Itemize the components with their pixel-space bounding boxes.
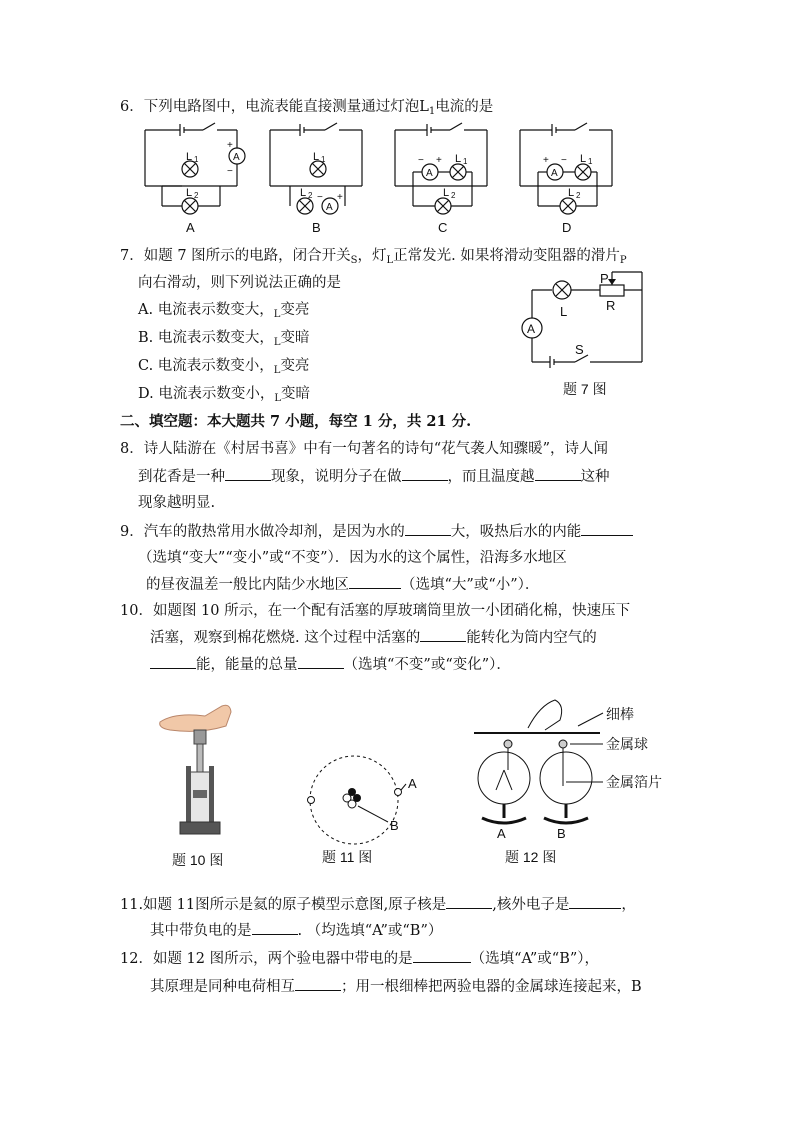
svg-text:+: + bbox=[436, 155, 442, 166]
svg-text:题 12 图: 题 12 图 bbox=[505, 849, 557, 865]
svg-text:A: A bbox=[426, 168, 433, 179]
q7-stem-line1: 7．如题 7 图所示的电路，闭合开关$_S$，灯$_L$正常发光. 如果将滑动变阻器的滑片$_P$ bbox=[120, 248, 627, 266]
svg-text:B: B bbox=[557, 826, 566, 841]
q12-line1: 12．如题 12 图所示，两个验电器中带电的是 （选填“A”或“B”）， bbox=[120, 948, 599, 969]
svg-text:2: 2 bbox=[194, 191, 199, 200]
svg-text:B: B bbox=[390, 818, 399, 833]
q10-line3: 能，能量的总量 （选填“不变”或“变化”）． bbox=[150, 654, 511, 675]
fig10-piston-apparatus bbox=[160, 705, 231, 834]
svg-text:+: + bbox=[337, 192, 343, 203]
svg-text:P: P bbox=[600, 271, 609, 286]
option-c-label: C bbox=[438, 220, 448, 235]
q7-stem-line2: 向右滑动，则下列说法正确的是 bbox=[138, 275, 341, 291]
svg-text:R: R bbox=[606, 298, 616, 313]
q12-line2: 其原理是同种电荷相互 ；用一根细棒把两验电器的金属球连接起来，B bbox=[150, 976, 642, 997]
svg-text:细棒: 细棒 bbox=[606, 706, 634, 722]
q9-line3: 的昼夜温差一般比内陆少水地区 （选填“大”或“小”）． bbox=[146, 574, 539, 595]
svg-text:1: 1 bbox=[588, 157, 593, 166]
svg-text:A: A bbox=[527, 322, 536, 336]
option-d-label: D bbox=[562, 220, 572, 235]
q7-option-a: A. 电流表示数变大，$_L$变亮 bbox=[138, 302, 310, 320]
svg-text:A: A bbox=[551, 168, 558, 179]
q7-option-c: C. 电流表示数变小，$_L$变亮 bbox=[138, 358, 310, 376]
svg-text:L: L bbox=[186, 187, 193, 199]
svg-text:金属球: 金属球 bbox=[606, 736, 648, 752]
q10-line2: 活塞，观察到棉花燃烧. 这个过程中活塞的 能转化为筒内空气的 bbox=[150, 627, 597, 648]
svg-text:2: 2 bbox=[576, 191, 581, 200]
svg-text:L: L bbox=[455, 153, 462, 165]
svg-text:−: − bbox=[227, 166, 233, 177]
svg-text:L: L bbox=[580, 153, 587, 165]
section-2-heading: 二、填空题：本大题共 7 小题，每空 1 分，共 21 分. bbox=[120, 413, 472, 430]
q12-blank-1[interactable] bbox=[413, 948, 471, 963]
svg-text:1: 1 bbox=[463, 157, 468, 166]
q7-option-b: B. 电流表示数变大，$_L$变暗 bbox=[138, 330, 310, 348]
q8-line2: 到花香是一种 现象，说明分子在做 ，而且温度越 这种 bbox=[138, 466, 610, 487]
option-b-label: B bbox=[312, 220, 321, 235]
q6-stem: 6．下列电路图中，电流表能直接测量通过灯泡$L_1$电流的是 bbox=[120, 99, 494, 117]
q11-blank-2[interactable] bbox=[569, 894, 621, 909]
svg-text:2: 2 bbox=[308, 191, 313, 200]
svg-text:L: L bbox=[186, 151, 193, 163]
svg-text:+: + bbox=[227, 140, 233, 151]
svg-text:A: A bbox=[408, 776, 417, 791]
svg-text:L: L bbox=[560, 304, 568, 319]
svg-text:金属箔片: 金属箔片 bbox=[606, 774, 662, 790]
q8-line3: 现象越明显. bbox=[138, 495, 216, 511]
svg-text:−: − bbox=[561, 155, 567, 166]
svg-text:A: A bbox=[233, 152, 240, 163]
q9-line2: （选填“变大”“变小”或“不变”）．因为水的这个属性，沿海多水地区 bbox=[138, 550, 567, 566]
svg-text:L: L bbox=[313, 151, 320, 163]
svg-text:S: S bbox=[575, 342, 584, 357]
svg-text:+: + bbox=[543, 155, 549, 166]
svg-text:−: − bbox=[317, 192, 323, 203]
q12-blank-2[interactable] bbox=[295, 976, 341, 991]
svg-text:L: L bbox=[300, 187, 307, 199]
q11-line1: 11.如题 11图所示是氦的原子模型示意图,原子核是 ,核外电子是 ， bbox=[120, 894, 636, 915]
q11-blank-3[interactable] bbox=[252, 920, 298, 935]
q10-line1: 10．如题图 10 所示，在一个配有活塞的厚玻璃筒里放一小团硝化棉，快速压下 bbox=[120, 603, 631, 619]
svg-text:1: 1 bbox=[194, 155, 199, 164]
svg-text:−: − bbox=[418, 155, 424, 166]
svg-text:A: A bbox=[497, 826, 506, 841]
fig12-electroscopes bbox=[474, 700, 603, 823]
q11-blank-1[interactable] bbox=[446, 894, 492, 909]
q9-line1: 9．汽车的散热常用水做冷却剂，是因为水的 大，吸热后水的内能 bbox=[120, 521, 633, 542]
svg-text:A: A bbox=[326, 202, 333, 213]
q7-option-d: D. 电流表示数变小，$_L$变暗 bbox=[138, 386, 310, 404]
svg-text:L: L bbox=[443, 187, 450, 199]
svg-text:L: L bbox=[568, 187, 575, 199]
svg-text:题 11 图: 题 11 图 bbox=[322, 849, 373, 865]
q11-line2: 其中带负电的是 . （均选填“A”或“B”） bbox=[150, 920, 442, 941]
option-a-label: A bbox=[186, 220, 195, 235]
svg-text:2: 2 bbox=[451, 191, 456, 200]
svg-text:1: 1 bbox=[321, 155, 326, 164]
q8-line1: 8．诗人陆游在《村居书喜》中有一句著名的诗句“花气袭人知骤暖”，诗人闻 bbox=[120, 441, 609, 457]
svg-text:题 10 图: 题 10 图 bbox=[172, 852, 224, 868]
svg-text:题 7 图: 题 7 图 bbox=[563, 381, 607, 397]
